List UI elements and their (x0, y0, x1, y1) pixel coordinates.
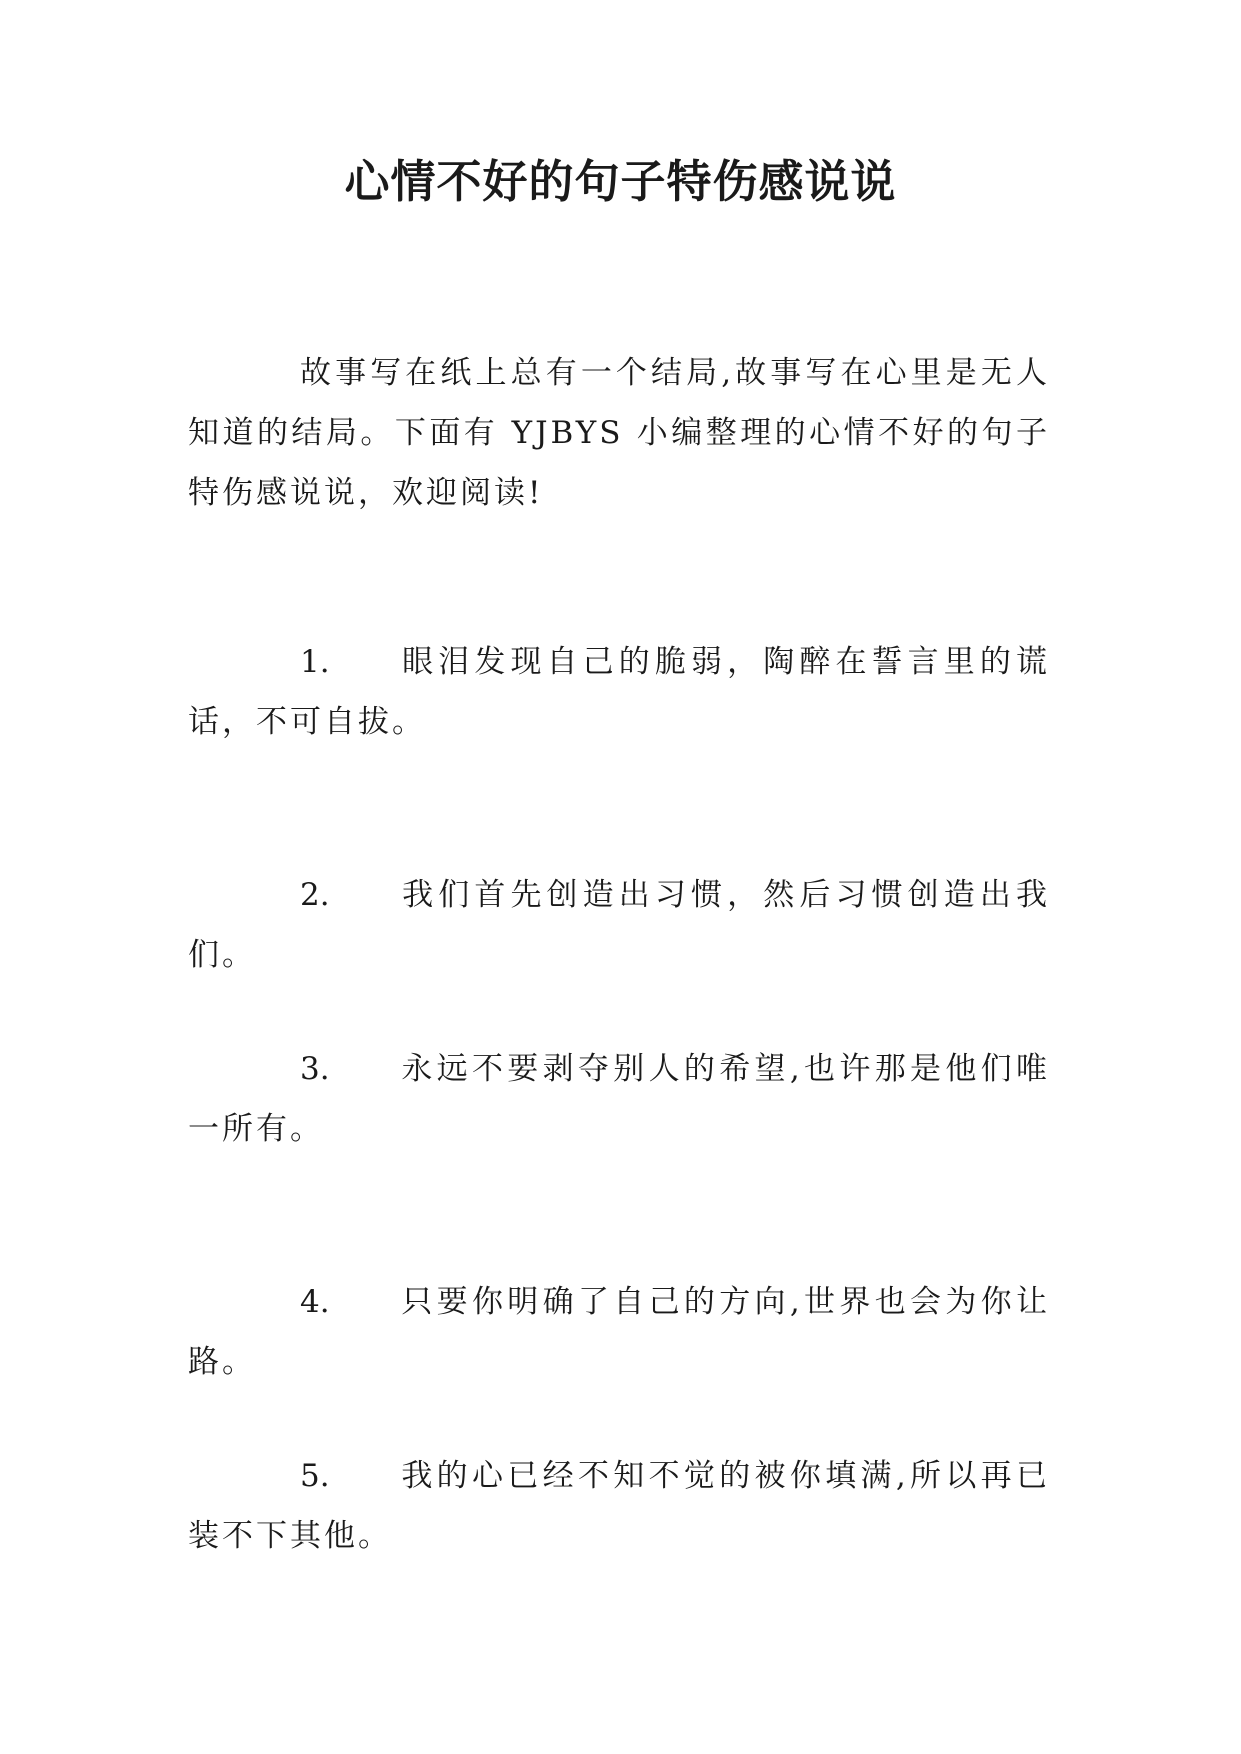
list-item (188, 632, 1050, 752)
list-item-text: 眼泪发现自己的脆弱，陶醉在誓言里的谎话，不可自拔。 (188, 644, 1050, 740)
list-item-text: 只要你明确了自己的方向,世界也会为你让路。 (188, 1284, 1050, 1380)
list-item-number: 2. (300, 877, 330, 913)
list-item (188, 1039, 1050, 1159)
list-item-text: 永远不要剥夺别人的希望,也许那是他们唯一所有。 (188, 1051, 1050, 1147)
list-item-number: 4. (300, 1284, 330, 1320)
list-item-number: 3. (300, 1051, 330, 1087)
list-item (188, 1446, 1050, 1566)
intro-paragraph: 故事写在纸上总有一个结局,故事写在心里是无人知道的结局。下面有 YJBYS 小编整理的心情不好的句子特伤感说说，欢迎阅读! (188, 355, 1050, 511)
list-item-text: 我们首先创造出习惯，然后习惯创造出我们。 (188, 877, 1050, 973)
document-title: 心情不好的句子特伤感说说 (344, 155, 897, 208)
list-item (188, 1272, 1050, 1392)
list-item (188, 865, 1050, 985)
list-item-text: 我的心已经不知不觉的被你填满,所以再已装不下其他。 (188, 1458, 1050, 1554)
list-item-number: 1. (300, 644, 330, 680)
list-item-number: 5. (300, 1458, 330, 1494)
